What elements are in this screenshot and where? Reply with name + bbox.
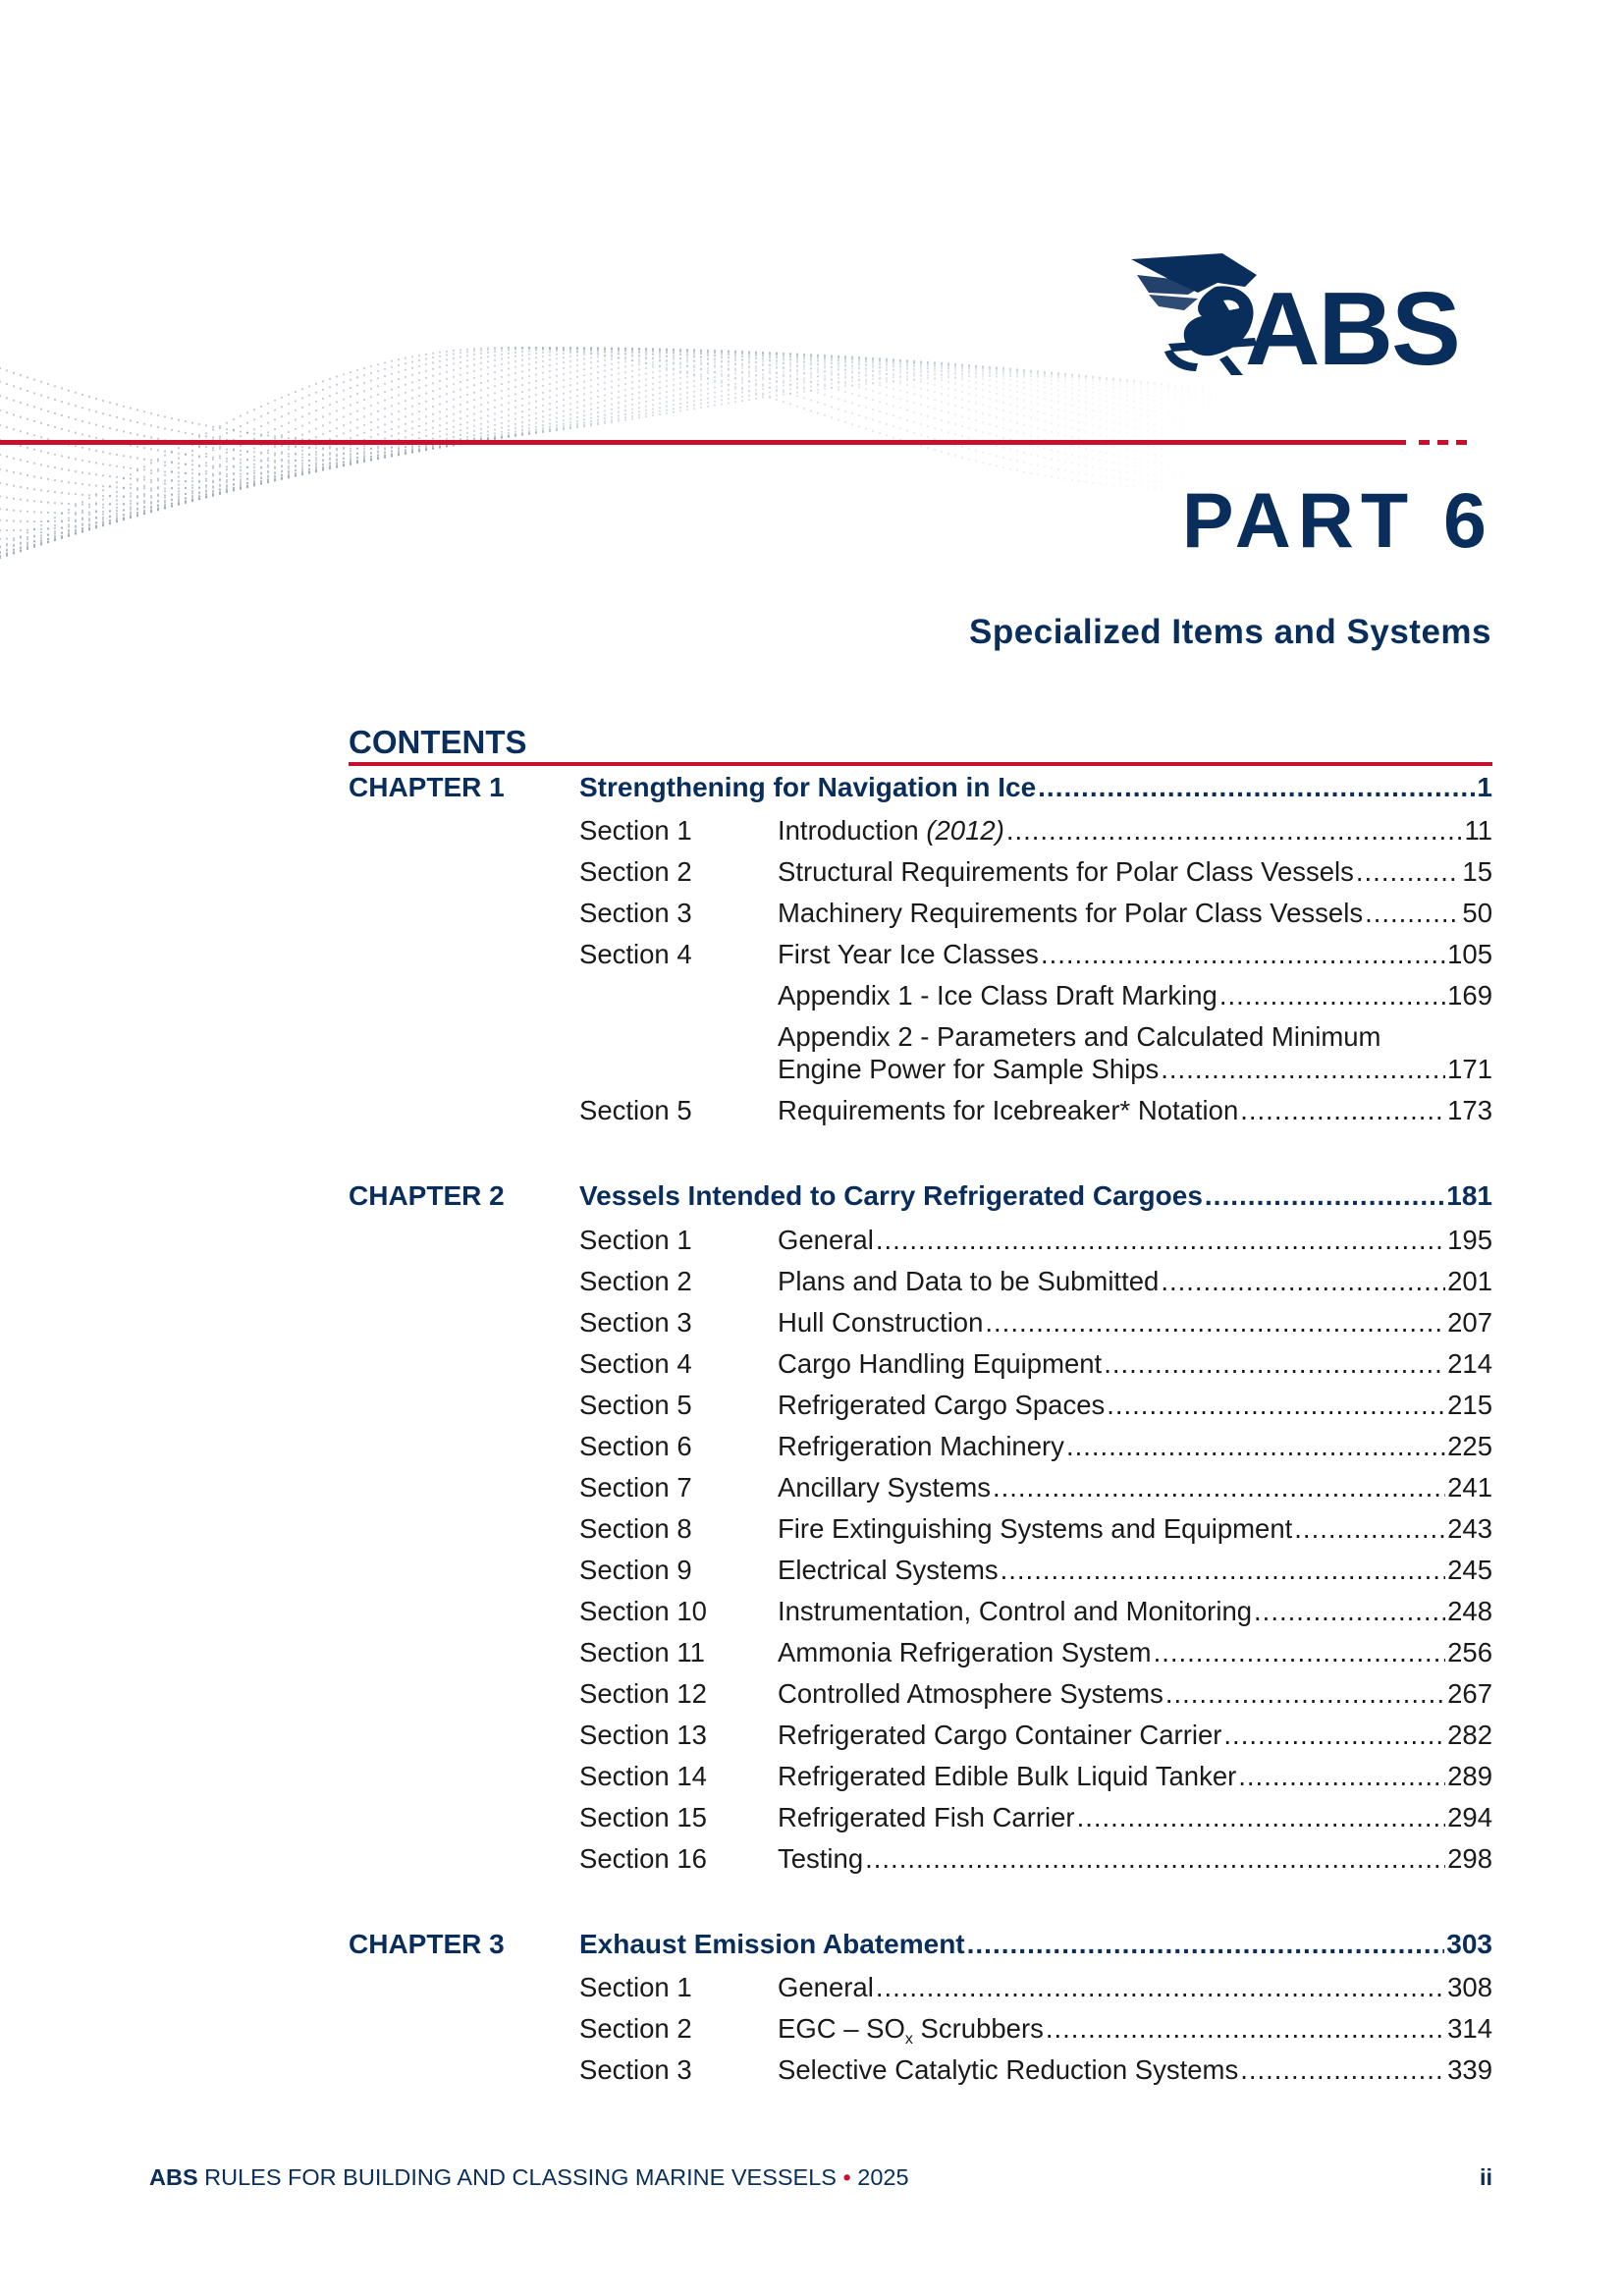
- section-page[interactable]: 241: [1447, 1472, 1492, 1503]
- section-label: Section 1: [579, 1972, 692, 2002]
- section-page[interactable]: 298: [1447, 1843, 1492, 1874]
- toc-row[interactable]: [579, 1431, 1492, 1466]
- leader-dots: [1356, 856, 1461, 888]
- section-title[interactable]: Fire Extinguishing Systems and Equipment: [778, 1513, 1293, 1544]
- appendix-page[interactable]: 169: [1447, 980, 1492, 1011]
- toc-row[interactable]: [579, 856, 1492, 892]
- leader-dots: [1161, 1054, 1445, 1085]
- section-label: Section 8: [579, 1513, 692, 1544]
- chapter-entry[interactable]: [579, 1929, 1492, 1960]
- section-entry[interactable]: [778, 1390, 1492, 1421]
- section-page[interactable]: 173: [1447, 1095, 1492, 1125]
- section-entry[interactable]: [778, 939, 1492, 970]
- section-label: Section 15: [579, 1802, 707, 1832]
- toc-row[interactable]: [579, 1307, 1492, 1342]
- contents-red-rule: [349, 762, 1492, 766]
- footer-text: RULES FOR BUILDING AND CLASSING MARINE VESSELS: [197, 2164, 843, 2190]
- section-entry[interactable]: [778, 1225, 1492, 1256]
- section-entry[interactable]: [778, 1095, 1492, 1126]
- leader-dots: [1165, 1678, 1445, 1710]
- abs-logo-text: ABS: [1245, 271, 1459, 387]
- section-page[interactable]: 256: [1447, 1637, 1492, 1667]
- section-page[interactable]: 215: [1447, 1390, 1492, 1420]
- chapter-page[interactable]: 181: [1446, 1180, 1492, 1211]
- leader-dots: [1240, 1095, 1445, 1126]
- toc-row[interactable]: [579, 1390, 1492, 1425]
- chapter-1-row[interactable]: [349, 772, 1492, 807]
- toc-row[interactable]: [579, 2013, 1492, 2049]
- section-title[interactable]: Cargo Handling Equipment: [778, 1348, 1103, 1379]
- appendix-entry[interactable]: [778, 980, 1492, 1011]
- section-entry[interactable]: [778, 2013, 1492, 2049]
- section-title[interactable]: EGC – $SO_x$ Scrubbers: [778, 2013, 1044, 2048]
- section-label: Section 1: [579, 1225, 692, 1255]
- section-entry[interactable]: [778, 1637, 1492, 1668]
- section-title[interactable]: Selective Catalytic Reduction Systems: [778, 2054, 1239, 2085]
- section-page[interactable]: 105: [1447, 939, 1492, 969]
- section-label: Section 9: [579, 1555, 692, 1585]
- section-page[interactable]: 207: [1447, 1307, 1492, 1338]
- section-page[interactable]: 245: [1447, 1555, 1492, 1585]
- leader-dots: [985, 1307, 1445, 1339]
- section-title[interactable]: Refrigerated Edible Bulk Liquid Tanker: [778, 1761, 1237, 1791]
- section-entry[interactable]: [778, 2054, 1492, 2086]
- section-label: Section 12: [579, 1678, 707, 1709]
- section-page[interactable]: 339: [1447, 2054, 1492, 2085]
- section-page[interactable]: 214: [1447, 1348, 1492, 1379]
- leader-dots: [1006, 815, 1463, 847]
- toc-row[interactable]: [579, 1720, 1492, 1755]
- chapter-label: CHAPTER 1: [349, 772, 505, 802]
- section-entry[interactable]: [778, 898, 1492, 929]
- section-title[interactable]: Introduction (2012): [778, 815, 1004, 846]
- leader-dots: [1077, 1802, 1446, 1833]
- section-title[interactable]: Machinery Requirements for Polar Class Vessels: [778, 898, 1364, 928]
- footer-year: 2025: [850, 2164, 909, 2190]
- section-label: Section 2: [579, 856, 692, 887]
- leader-dots: [1104, 1348, 1445, 1380]
- toc-row[interactable]: [579, 980, 1492, 1015]
- chapter-title[interactable]: Strengthening for Navigation in Ice: [579, 772, 1037, 802]
- section-title[interactable]: General: [778, 1972, 874, 2002]
- section-title[interactable]: Instrumentation, Control and Monitoring: [778, 1596, 1253, 1626]
- section-title[interactable]: Testing: [778, 1843, 864, 1874]
- toc-row[interactable]: [579, 1513, 1492, 1549]
- section-page[interactable]: 282: [1447, 1720, 1492, 1750]
- section-entry[interactable]: [778, 1348, 1492, 1380]
- section-label: Section 1: [579, 815, 692, 846]
- chapter-page[interactable]: 303: [1446, 1929, 1492, 1959]
- red-dash: [1419, 440, 1430, 445]
- toc-row[interactable]: [579, 1972, 1492, 2007]
- section-page[interactable]: 225: [1447, 1431, 1492, 1461]
- leader-dots: [1223, 1720, 1445, 1751]
- leader-dots: [876, 1972, 1445, 2003]
- section-title[interactable]: Controlled Atmosphere Systems: [778, 1678, 1163, 1709]
- chapter-title[interactable]: Exhaust Emission Abatement: [579, 1929, 965, 1959]
- appendix-title-line2[interactable]: Engine Power for Sample Ships: [778, 1054, 1160, 1084]
- section-entry[interactable]: [778, 1266, 1492, 1297]
- contents-heading: CONTENTS: [349, 724, 527, 760]
- chapter-page[interactable]: 1: [1477, 772, 1492, 802]
- section-title[interactable]: Structural Requirements for Polar Class Vessels: [778, 856, 1354, 887]
- section-entry[interactable]: [778, 1761, 1492, 1792]
- wave-dots: [0, 347, 1224, 560]
- footer-bullet: •: [842, 2164, 851, 2190]
- section-entry[interactable]: [778, 1307, 1492, 1339]
- leader-dots: [1294, 1513, 1445, 1545]
- section-label: Section 3: [579, 898, 692, 928]
- section-title[interactable]: General: [778, 1225, 874, 1255]
- toc-row[interactable]: [579, 2054, 1492, 2090]
- section-label: Section 3: [579, 2054, 692, 2085]
- section-title[interactable]: Ancillary Systems: [778, 1472, 991, 1503]
- section-label: Section 5: [579, 1390, 692, 1420]
- section-label: Section 16: [579, 1843, 707, 1874]
- appendix-title-line1[interactable]: Appendix 2 - Parameters and Calculated Minimum: [778, 1021, 1381, 1052]
- chapter-entry[interactable]: [579, 1180, 1492, 1212]
- section-label: Section 11: [579, 1637, 705, 1667]
- section-page[interactable]: 314: [1447, 2013, 1492, 2044]
- section-label: Section 4: [579, 939, 692, 969]
- leader-dots: [865, 1843, 1445, 1875]
- section-title[interactable]: Electrical Systems: [778, 1555, 999, 1585]
- toc-row[interactable]: [579, 1225, 1492, 1260]
- appendix-page[interactable]: 171: [1447, 1054, 1492, 1084]
- leader-dots: [1161, 1266, 1445, 1297]
- chapter-title[interactable]: Vessels Intended to Carry Refrigerated Cargoes: [579, 1180, 1203, 1211]
- toc-row[interactable]: [579, 1266, 1492, 1301]
- toc-row[interactable]: [579, 1472, 1492, 1507]
- section-page[interactable]: 243: [1447, 1513, 1492, 1544]
- part-title: PART 6: [1181, 476, 1493, 564]
- header-red-rule: [0, 440, 1406, 445]
- toc-row[interactable]: [579, 898, 1492, 933]
- section-title[interactable]: Ammonia Refrigeration System: [778, 1637, 1152, 1667]
- section-page[interactable]: 11: [1464, 815, 1492, 846]
- section-title[interactable]: Refrigerated Fish Carrier: [778, 1802, 1075, 1832]
- leader-dots: [1001, 1555, 1445, 1586]
- section-page[interactable]: 15: [1462, 856, 1492, 887]
- leader-dots: [1238, 1761, 1445, 1792]
- toc-row[interactable]: [579, 939, 1492, 974]
- section-label: Section 4: [579, 1348, 692, 1379]
- leader-dots: [1205, 1180, 1444, 1212]
- appendix-title[interactable]: Appendix 1 - Ice Class Draft Marking: [778, 980, 1217, 1011]
- chapter-label: CHAPTER 2: [349, 1180, 505, 1211]
- section-title[interactable]: Refrigerated Cargo Container Carrier: [778, 1720, 1222, 1750]
- section-label: Section 2: [579, 1266, 692, 1296]
- section-label: Section 13: [579, 1720, 707, 1750]
- footer-brand: ABS: [149, 2164, 198, 2190]
- red-dash: [1456, 440, 1467, 445]
- section-entry[interactable]: [778, 1431, 1492, 1462]
- section-entry[interactable]: [778, 1513, 1492, 1545]
- section-label: Section 7: [579, 1472, 692, 1503]
- leader-dots: [1365, 898, 1460, 929]
- toc-row[interactable]: [579, 1802, 1492, 1837]
- toc-row[interactable]: [579, 1761, 1492, 1796]
- section-label: Section 3: [579, 1307, 692, 1338]
- section-page[interactable]: 50: [1462, 898, 1492, 928]
- section-entry[interactable]: [778, 1596, 1492, 1627]
- section-page[interactable]: 201: [1447, 1266, 1492, 1296]
- section-entry[interactable]: [778, 1720, 1492, 1751]
- section-label: Section 5: [579, 1095, 692, 1125]
- leader-dots: [967, 1929, 1445, 1960]
- chapter-entry[interactable]: [579, 772, 1492, 803]
- section-entry[interactable]: [778, 1555, 1492, 1586]
- section-title[interactable]: Requirements for Icebreaker* Notation: [778, 1095, 1239, 1125]
- section-entry[interactable]: [778, 1843, 1492, 1875]
- toc-row[interactable]: [579, 1348, 1492, 1384]
- section-entry[interactable]: [778, 815, 1492, 847]
- section-label: Section 2: [579, 2013, 692, 2044]
- toc-row[interactable]: [579, 1637, 1492, 1672]
- section-page[interactable]: 267: [1447, 1678, 1492, 1709]
- section-title[interactable]: Hull Construction: [778, 1307, 984, 1338]
- section-title[interactable]: Plans and Data to be Submitted: [778, 1266, 1160, 1296]
- section-title[interactable]: Refrigerated Cargo Spaces: [778, 1390, 1106, 1420]
- appendix-2-entry[interactable]: [778, 1021, 1492, 1085]
- footer-running-title: [149, 2164, 909, 2191]
- section-entry[interactable]: [778, 1802, 1492, 1833]
- section-page[interactable]: 195: [1447, 1225, 1492, 1255]
- toc-row[interactable]: [579, 1095, 1492, 1130]
- leader-dots: [1046, 2013, 1445, 2045]
- section-entry[interactable]: [778, 1678, 1492, 1710]
- section-title[interactable]: Refrigeration Machinery: [778, 1431, 1064, 1461]
- chapter-2-row[interactable]: [349, 1180, 1492, 1216]
- leader-dots: [993, 1472, 1445, 1503]
- section-entry[interactable]: [778, 856, 1492, 888]
- leader-dots: [1066, 1431, 1445, 1462]
- toc-row[interactable]: [579, 1843, 1492, 1879]
- section-entry[interactable]: [778, 1472, 1492, 1503]
- part-subtitle: Specialized Items and Systems: [969, 613, 1491, 651]
- section-page[interactable]: 248: [1447, 1596, 1492, 1626]
- chapter-label: CHAPTER 3: [349, 1929, 505, 1959]
- section-label: Section 14: [579, 1761, 707, 1791]
- leader-dots: [1107, 1390, 1445, 1421]
- toc-row[interactable]: [579, 1596, 1492, 1631]
- toc-row[interactable]: [579, 1678, 1492, 1714]
- leader-dots: [1154, 1637, 1446, 1668]
- leader-dots: [1219, 980, 1445, 1011]
- section-label: Section 10: [579, 1596, 707, 1626]
- leader-dots: [1240, 2054, 1445, 2086]
- leader-dots: [876, 1225, 1445, 1256]
- section-title[interactable]: First Year Ice Classes: [778, 939, 1039, 969]
- leader-dots: [1041, 939, 1445, 970]
- section-entry[interactable]: [778, 1972, 1492, 2003]
- section-label: Section 6: [579, 1431, 692, 1461]
- toc-row[interactable]: [579, 815, 1492, 850]
- leader-dots: [1254, 1596, 1445, 1627]
- footer-page-number: ii: [1479, 2164, 1492, 2190]
- section-page[interactable]: 294: [1447, 1802, 1492, 1832]
- section-page[interactable]: 289: [1447, 1761, 1492, 1791]
- chapter-3-row[interactable]: [349, 1929, 1492, 1964]
- red-dash: [1437, 440, 1448, 445]
- leader-dots: [1038, 772, 1475, 803]
- section-page[interactable]: 308: [1447, 1972, 1492, 2002]
- toc-row[interactable]: [579, 1555, 1492, 1590]
